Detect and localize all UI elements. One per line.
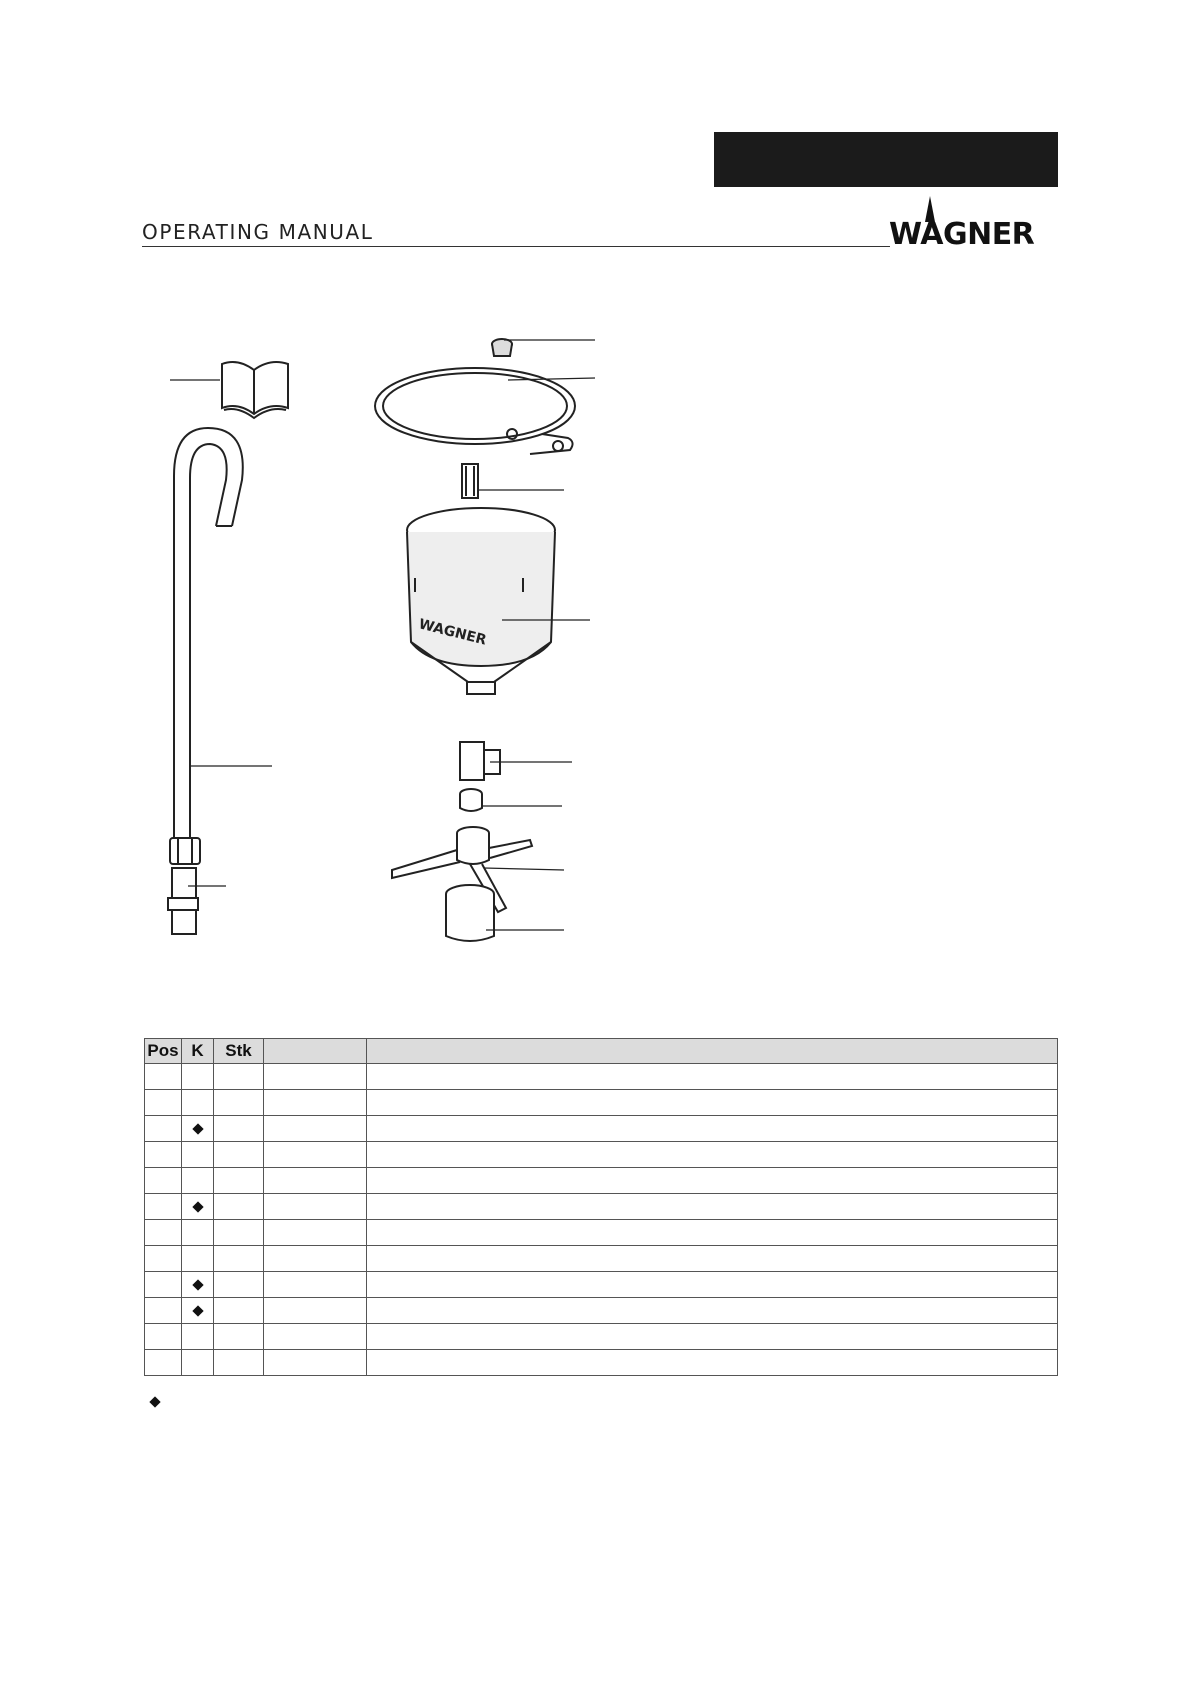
cell-stk [214,1220,264,1246]
cell-k [182,1246,214,1272]
diamond-icon [192,1201,203,1212]
table-row [145,1246,1058,1272]
bushing-icon [460,789,562,811]
cell-k [182,1272,214,1298]
table-row [145,1142,1058,1168]
exploded-parts-drawing [130,330,770,970]
column-header-stk: Stk [214,1039,264,1064]
cell-pos [145,1116,182,1142]
paint-cup-icon [407,508,590,694]
cell-k [182,1168,214,1194]
table-row [145,1298,1058,1324]
cell-pos [145,1220,182,1246]
cup-brand-label: WAGNER [417,616,489,649]
cell-k [182,1116,214,1142]
cell-description [367,1142,1058,1168]
tube-fitting-icon [168,868,226,934]
cell-description [367,1272,1058,1298]
parts-table-body [145,1064,1058,1376]
parts-table [144,1038,1058,1376]
table-row [145,1194,1058,1220]
column-header-order-no [264,1039,367,1064]
cell-order-no [264,1168,367,1194]
cell-k [182,1194,214,1220]
cell-pos [145,1168,182,1194]
cell-order-no [264,1220,367,1246]
table-row [145,1324,1058,1350]
cell-stk [214,1350,264,1376]
cell-description [367,1194,1058,1220]
suction-tube-icon [174,428,272,838]
header-rule [142,246,890,247]
diamond-icon [192,1279,203,1290]
cell-order-no [264,1116,367,1142]
diamond-icon [149,1396,160,1407]
cell-description [367,1298,1058,1324]
cell-pos [145,1142,182,1168]
cell-k [182,1350,214,1376]
cell-order-no [264,1246,367,1272]
table-row [145,1064,1058,1090]
cell-stk [214,1168,264,1194]
brand-logo [889,196,1059,250]
cell-description [367,1064,1058,1090]
strainer-icon [462,464,564,498]
parts-table-header [145,1039,1058,1064]
cell-order-no [264,1194,367,1220]
wear-part-legend [151,1393,159,1411]
cell-k [182,1298,214,1324]
table-row [145,1350,1058,1376]
cell-stk [214,1090,264,1116]
cell-pos [145,1090,182,1116]
cell-pos [145,1350,182,1376]
cell-order-no [264,1142,367,1168]
cell-pos [145,1064,182,1090]
cell-pos [145,1298,182,1324]
cell-pos [145,1246,182,1272]
cell-description [367,1350,1058,1376]
cell-order-no [264,1298,367,1324]
cup-lid-icon [375,368,595,454]
cell-pos [145,1194,182,1220]
cell-k [182,1090,214,1116]
cell-k [182,1324,214,1350]
column-header-k: K [182,1039,214,1064]
title-bar [714,132,1058,187]
cell-k [182,1064,214,1090]
cell-order-no [264,1324,367,1350]
diamond-icon [192,1123,203,1134]
cell-order-no [264,1064,367,1090]
cell-pos [145,1324,182,1350]
table-row [145,1220,1058,1246]
cell-stk [214,1064,264,1090]
lid-plug-icon [492,339,595,356]
cell-stk [214,1324,264,1350]
cell-description [367,1116,1058,1142]
brand-logo-text: WAGNER [889,217,1035,252]
tube-nut-icon [170,838,200,864]
column-header-pos: Pos [145,1039,182,1064]
cell-stk [214,1116,264,1142]
cell-description [367,1220,1058,1246]
cell-order-no [264,1350,367,1376]
cell-pos [145,1272,182,1298]
cell-stk [214,1142,264,1168]
cell-k [182,1220,214,1246]
column-header-description [367,1039,1058,1064]
cell-order-no [264,1272,367,1298]
stand-sleeve-icon [446,885,564,941]
manual-book-icon [170,362,288,418]
cell-description [367,1168,1058,1194]
cell-description [367,1324,1058,1350]
cell-stk [214,1246,264,1272]
cell-description [367,1090,1058,1116]
cell-stk [214,1194,264,1220]
diamond-icon [192,1305,203,1316]
page-header-title: OPERATING MANUAL [142,220,374,244]
table-row [145,1090,1058,1116]
cup-valve-icon [460,742,572,780]
cell-order-no [264,1090,367,1116]
table-row [145,1116,1058,1142]
cell-stk [214,1298,264,1324]
table-row [145,1168,1058,1194]
cell-description [367,1246,1058,1272]
cell-stk [214,1272,264,1298]
cell-k [182,1142,214,1168]
table-row [145,1272,1058,1298]
